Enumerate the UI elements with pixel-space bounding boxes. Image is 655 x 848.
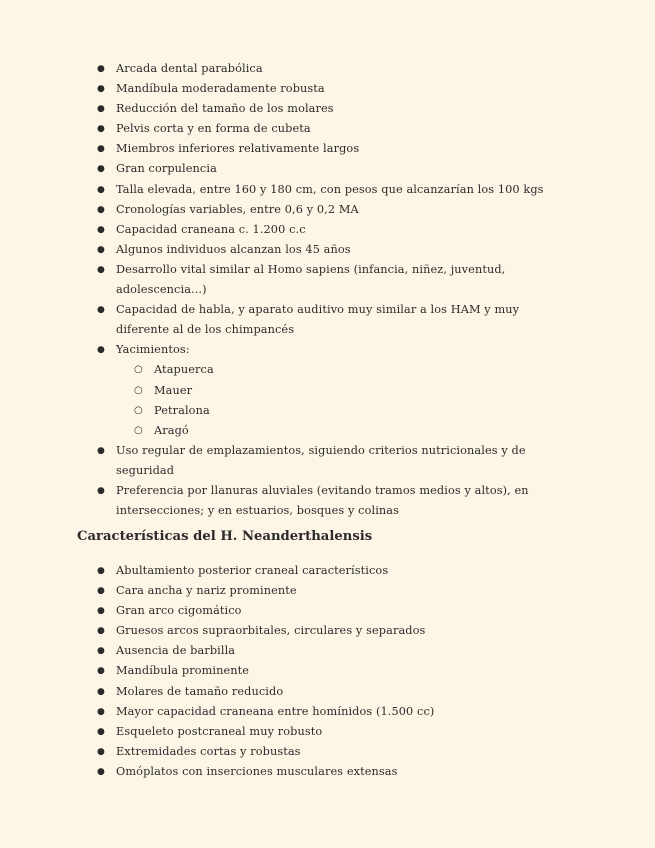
bullet-icon: ● bbox=[97, 686, 105, 697]
list-item bbox=[0, 481, 655, 521]
list-item-text: Uso regular de emplazamientos, siguiendo criterios nutricionales y de seguridad bbox=[116, 443, 526, 477]
bullet-icon: ● bbox=[97, 706, 105, 717]
list-item bbox=[0, 340, 655, 440]
bullet-icon: ● bbox=[97, 64, 105, 74]
bullet-icon: ● bbox=[97, 626, 105, 637]
list-item bbox=[0, 742, 655, 762]
circle-bullet-icon: ○ bbox=[134, 404, 143, 416]
list-item bbox=[0, 240, 655, 260]
list-item-text: Reducción del tamaño de los molares bbox=[116, 102, 334, 116]
list-item-text: Gran corpulencia bbox=[116, 162, 217, 176]
bullet-icon: ● bbox=[97, 144, 105, 155]
bullet-icon: ● bbox=[97, 104, 105, 115]
list-item-text: Ausencia de barbilla bbox=[116, 644, 236, 658]
bullet-icon: ● bbox=[97, 566, 105, 576]
sub-list-item-text: Petralona bbox=[154, 403, 210, 417]
bullet-icon: ● bbox=[97, 84, 105, 95]
list-item bbox=[0, 621, 655, 641]
bullet-icon: ● bbox=[97, 766, 105, 777]
list-item bbox=[0, 441, 655, 481]
sub-list-item bbox=[134, 381, 575, 401]
list-item bbox=[0, 119, 655, 139]
bullet-icon: ● bbox=[97, 264, 105, 275]
list-item-text: Molares de tamaño reducido bbox=[116, 684, 284, 698]
bullet-icon: ● bbox=[97, 586, 105, 597]
bullet-icon: ● bbox=[97, 485, 105, 496]
bullet-icon: ● bbox=[97, 184, 105, 195]
list-item bbox=[0, 561, 655, 581]
bullet-icon: ● bbox=[97, 606, 105, 617]
bullet-icon: ● bbox=[97, 164, 105, 175]
circle-bullet-icon: ○ bbox=[134, 424, 143, 436]
list-item bbox=[0, 99, 655, 119]
sub-list bbox=[116, 360, 575, 440]
list-item-text: Extremidades cortas y robustas bbox=[116, 744, 301, 758]
list-item-text: Talla elevada, entre 160 y 180 cm, con pesos que alcanzarían los 100 kgs bbox=[116, 182, 544, 196]
list-item-text: Arcada dental parabólica bbox=[116, 62, 263, 75]
list-item-text: Gruesos arcos supraorbitales, circulares y separados bbox=[116, 624, 426, 638]
list-item-text: Preferencia por llanuras aluviales (evitando tramos medios y altos), en intersecciones; y en estuarios, bosques y colinas bbox=[116, 483, 529, 518]
list-item-text: Algunos individuos alcanzan los 45 años bbox=[116, 242, 351, 256]
circle-bullet-icon: ○ bbox=[134, 384, 143, 396]
circle-bullet-icon: ○ bbox=[134, 364, 143, 376]
features-list bbox=[0, 59, 655, 521]
sub-list-item bbox=[134, 421, 575, 441]
list-item bbox=[0, 260, 655, 300]
list-item-text: Yacimientos: bbox=[116, 343, 190, 357]
bullet-icon: ● bbox=[97, 244, 105, 255]
list-item bbox=[0, 79, 655, 99]
bullet-icon: ● bbox=[97, 445, 105, 456]
bullet-icon: ● bbox=[97, 666, 105, 677]
list-item bbox=[0, 682, 655, 702]
list-item-text: Mayor capacidad craneana entre homínidos (1.500 cc) bbox=[116, 704, 435, 718]
bullet-icon: ● bbox=[97, 746, 105, 757]
list-item bbox=[0, 641, 655, 661]
bullet-icon: ● bbox=[97, 124, 105, 135]
list-item bbox=[0, 159, 655, 179]
list-item-text: Omóplatos con inserciones musculares extensas bbox=[116, 764, 398, 778]
list-item bbox=[0, 722, 655, 742]
list-item-text: Desarrollo vital similar al Homo sapiens (infancia, niñez, juventud, adolescencia...) bbox=[116, 262, 506, 297]
list-item bbox=[0, 200, 655, 220]
sub-list-item-text: Atapuerca bbox=[154, 363, 214, 377]
list-item-text: Esqueleto postcraneal muy robusto bbox=[116, 724, 323, 738]
neanderthalensis-list bbox=[0, 561, 655, 782]
list-item-text: Capacidad craneana c. 1.200 c.c bbox=[116, 222, 306, 236]
bullet-icon: ● bbox=[97, 224, 105, 235]
list-item bbox=[0, 59, 655, 79]
list-item-text: Cronologías variables, entre 0,6 y 0,2 MA bbox=[116, 202, 359, 216]
list-item-text: Mandíbula prominente bbox=[116, 664, 250, 678]
bullet-icon: ● bbox=[97, 204, 105, 215]
list-item-text: Mandíbula moderadamente robusta bbox=[116, 82, 325, 96]
list-item bbox=[0, 180, 655, 200]
list-item-text: Gran arco cigomático bbox=[116, 604, 242, 618]
list-item bbox=[0, 300, 655, 340]
list-item-text: Miembros inferiores relativamente largos bbox=[116, 142, 360, 156]
sub-list-item-text: Mauer bbox=[154, 383, 193, 397]
bullet-icon: ● bbox=[97, 726, 105, 737]
list-item bbox=[0, 139, 655, 159]
list-item bbox=[0, 661, 655, 681]
bullet-icon: ● bbox=[97, 646, 105, 657]
sub-list-item bbox=[134, 360, 575, 380]
list-item bbox=[0, 220, 655, 240]
bullet-icon: ● bbox=[97, 345, 105, 356]
bullet-icon: ● bbox=[97, 305, 105, 316]
list-item bbox=[0, 581, 655, 601]
sub-list-item bbox=[134, 401, 575, 421]
list-item-text: Abultamiento posterior craneal característicos bbox=[116, 564, 389, 577]
list-item bbox=[0, 601, 655, 621]
list-item-text: Cara ancha y nariz prominente bbox=[116, 584, 297, 598]
list-item-text: Capacidad de habla, y aparato auditivo muy similar a los HAM y muy diferente al de los chimpancés bbox=[116, 303, 520, 337]
list-item-text: Pelvis corta y en forma de cubeta bbox=[116, 122, 311, 136]
list-item bbox=[0, 702, 655, 722]
sub-list-item-text: Aragó bbox=[154, 423, 189, 437]
list-item bbox=[0, 762, 655, 782]
section-heading: Características del H. Neanderthalensis bbox=[77, 529, 373, 544]
